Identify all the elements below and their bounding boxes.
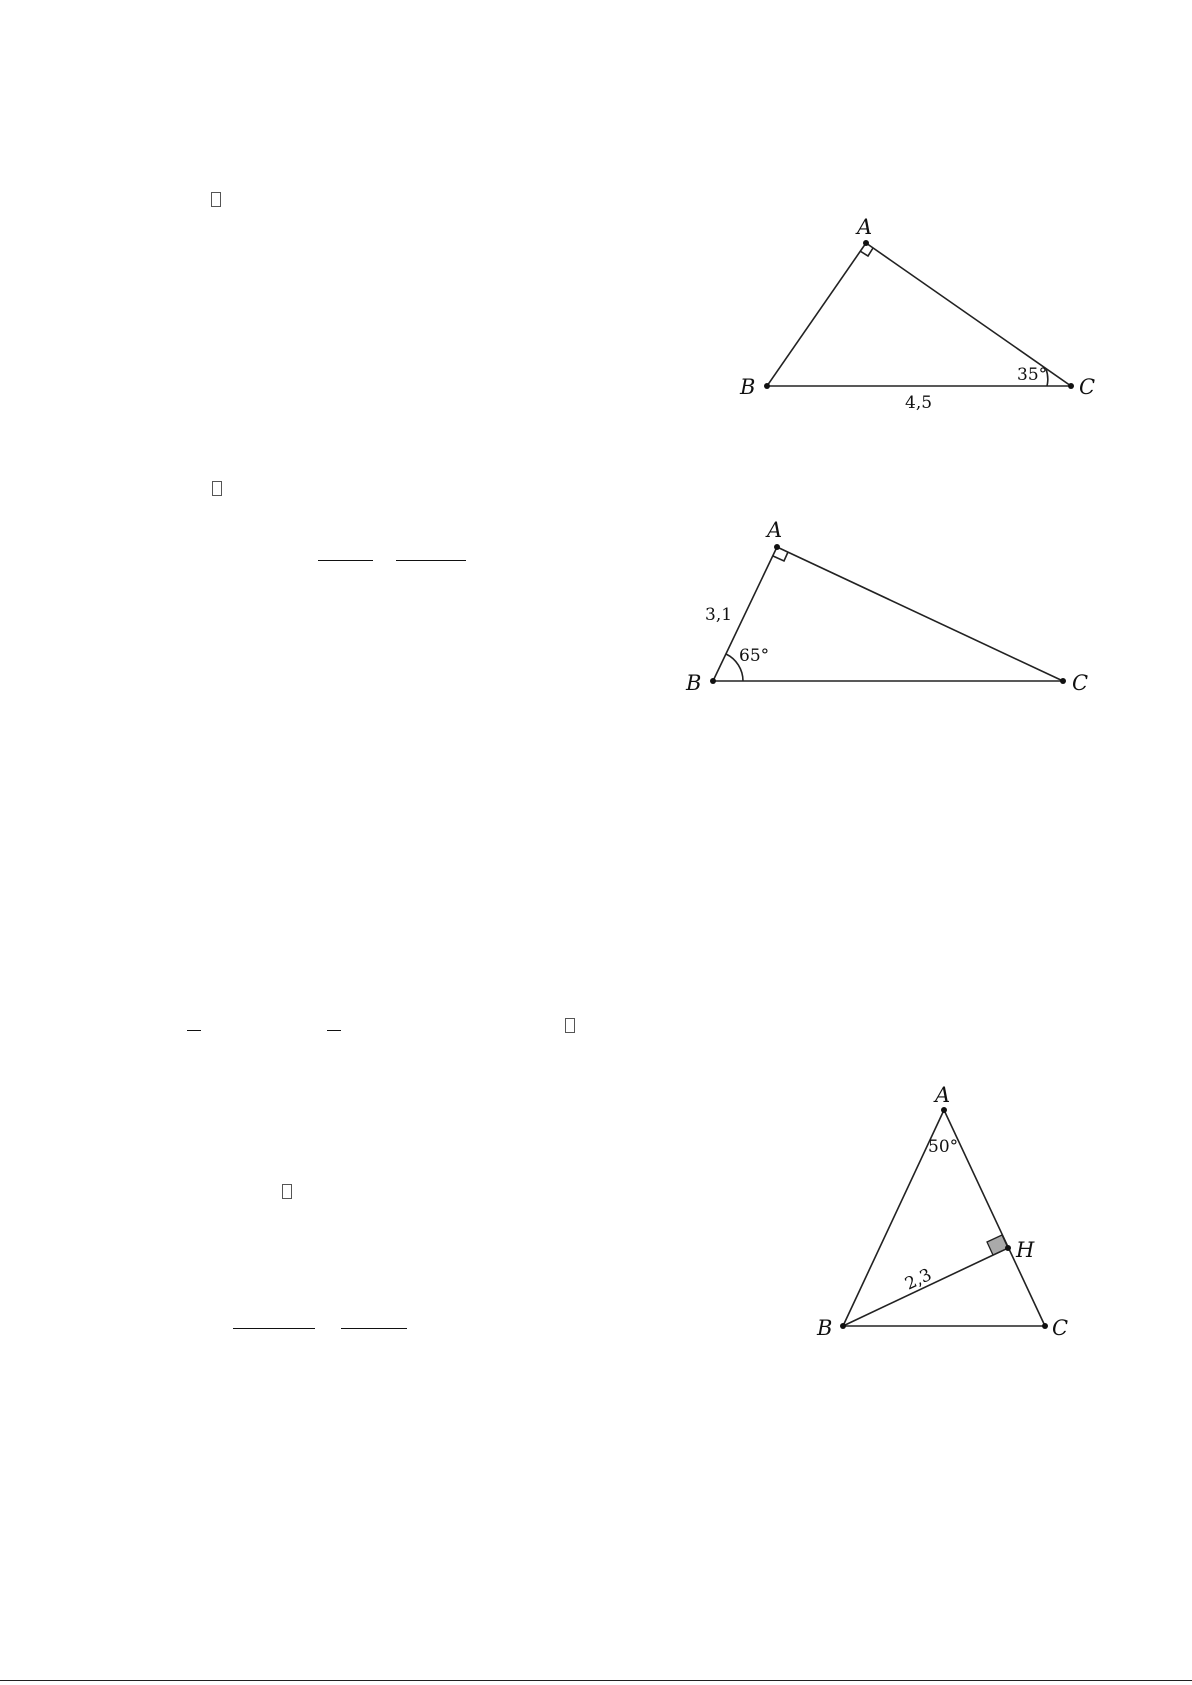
vertex-label-a: A (935, 1083, 951, 1107)
side-label-ab: 3,1 (705, 605, 733, 625)
side-label-bh: 2,3 (901, 1265, 935, 1295)
angle-label-c: 35° (1017, 365, 1048, 385)
vertex-label-c: C (1079, 375, 1096, 399)
vertex-point-h (1005, 1245, 1011, 1251)
side-label-bc: 4,5 (905, 393, 933, 413)
vertex-label-b: B (740, 375, 756, 399)
angle-label-a: 50° (928, 1137, 959, 1157)
angle-label-b: 65° (739, 646, 770, 666)
vertex-point-b (840, 1323, 846, 1329)
vertex-point-a (941, 1107, 947, 1113)
side-ac (944, 1110, 1045, 1326)
page-footer-rule (0, 1680, 1192, 1681)
vertex-label-a: A (857, 215, 873, 239)
vertex-label-h: H (1016, 1238, 1035, 1262)
vertex-label-c: C (1072, 671, 1089, 695)
right-angle-marker (987, 1235, 1008, 1255)
vertex-label-c: C (1052, 1316, 1069, 1340)
vertex-label-a: A (767, 518, 783, 542)
vertex-label-b: B (817, 1316, 833, 1340)
vertex-point-c (1042, 1323, 1048, 1329)
vertex-label-b: B (686, 671, 702, 695)
